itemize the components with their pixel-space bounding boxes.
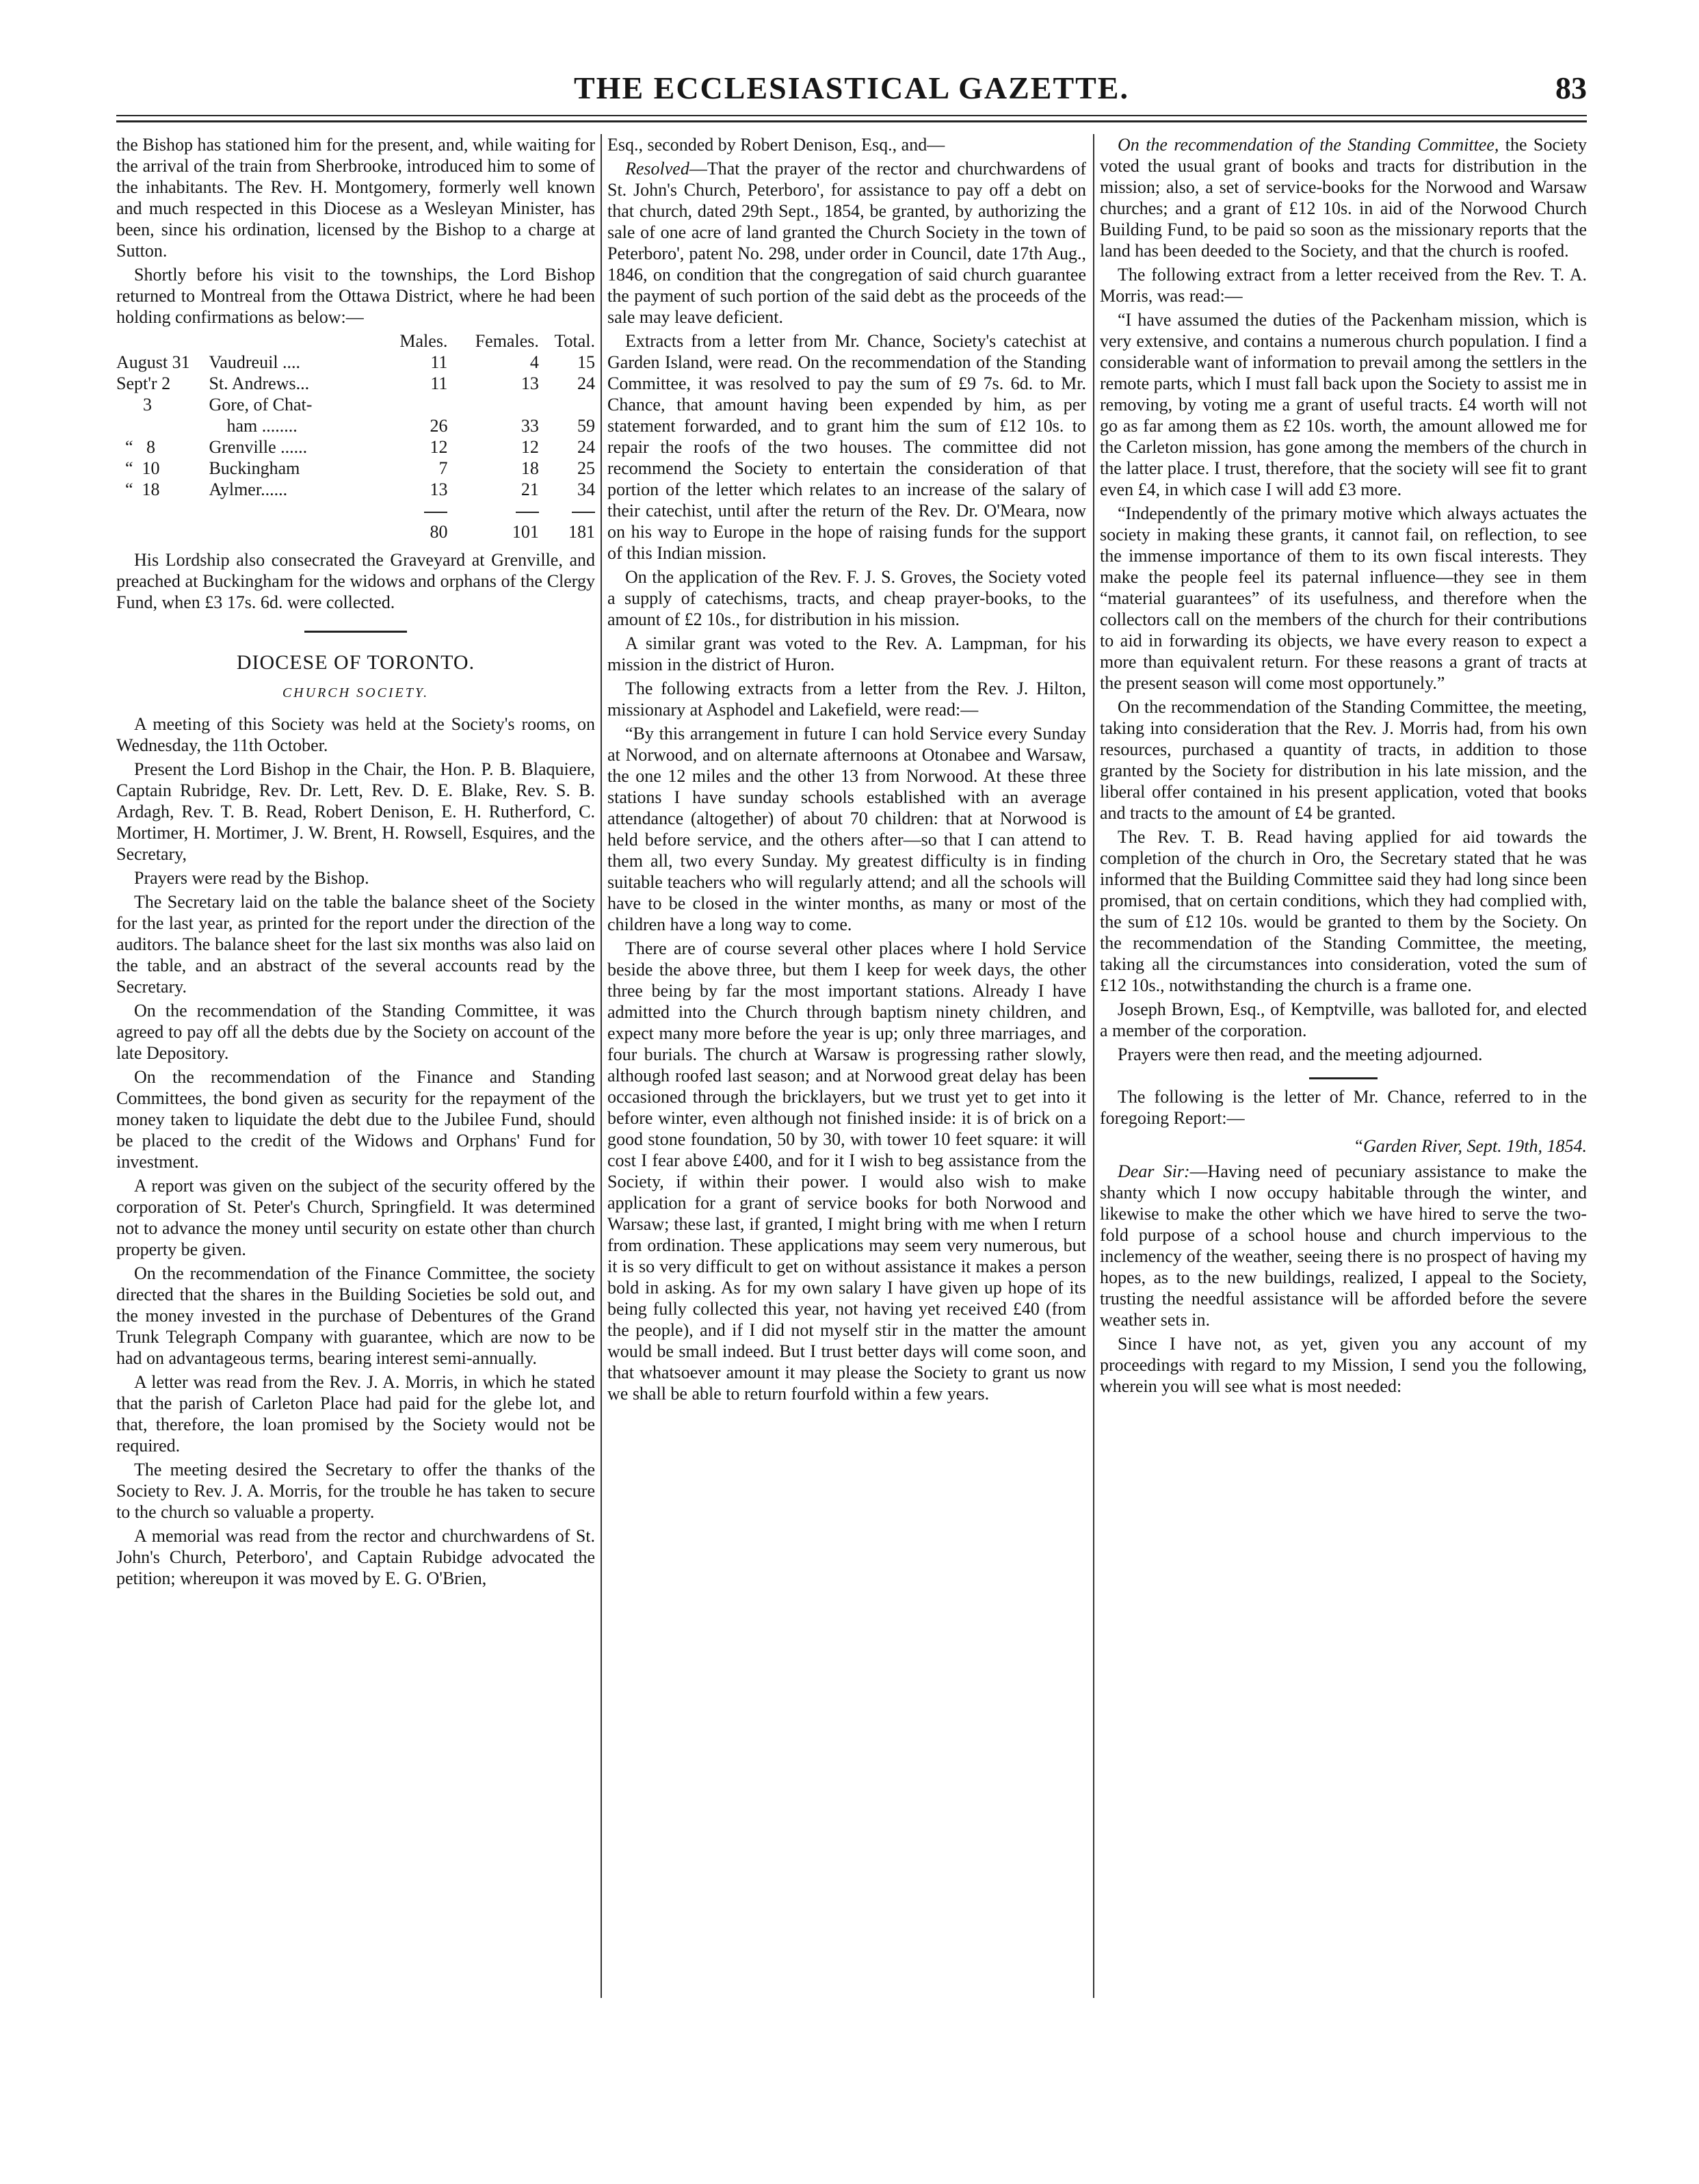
paragraph: Joseph Brown, Esq., of Kemptville, was balloted for, and elected a member of the corporation. [1100, 999, 1587, 1040]
paragraph: On the recommendation of the Standing Committee, it was agreed to pay off all the debts due by the Society on account of the late Depository. [116, 1001, 595, 1063]
table-sum-rule [116, 500, 595, 521]
row-date: “ 8 [116, 437, 156, 457]
table-row [116, 352, 595, 373]
column-divider-1 [601, 134, 602, 1998]
total-females: 101 [512, 522, 539, 542]
paragraph: the Bishop has stationed him for the present, and, while waiting for the arrival of the train from Sherbrooke, introduced him to some of the inhabitants. The Rev. H. Montgomery, formerly well known and much respected in this Diocese as a Wesleyan Minister, has been, since his ordination, licensed by the Bishop to a charge at Sutton. [116, 135, 595, 261]
row-males: 7 [438, 458, 448, 478]
quoted-letter: “Independently of the primary motive which always actuates the society in making these grants, it cannot fail, on reflection, to see the immense importance of them to its own fiscal interests. They make the people feel its paternal influence—they see in them “material guarantees” of its usefulness, and therefore when the collectors call on the members of the church for their contributions to aid in forwarding its objects, we have every reason to expect a more than equivalent return. For these reasons a grant of tracts at the present season will come most opportunely.” [1100, 503, 1587, 693]
paragraph [1100, 134, 1587, 261]
section-heading: DIOCESE OF TORONTO. [236, 651, 475, 674]
row-date: August 31 [116, 352, 190, 372]
total-all: 181 [568, 522, 595, 542]
quoted-letter: “I have assumed the duties of the Packenham mission, which is very extensive, and contains a numerous church population. I find a considerable want of information to prevail among the settlers in the remote parts, which I must fall back upon the Society to assist me in removing, by voting me a grant of useful tracts. £4 worth will not go as far among them as £2 10s. worth, the amount allowed me for the Carleton mission, has gone among the members of the church in the latter place. I trust, therefore, that the society will see fit to grant even £4, in which case I will add £3 more. [1100, 310, 1587, 499]
table-header-row [116, 330, 595, 352]
resolved-lead: Resolved [625, 159, 689, 179]
row-females: 13 [521, 373, 539, 393]
table-row [116, 436, 595, 458]
italic-lead: On the recommendation of the Standing Committee, [1118, 135, 1499, 155]
resolution-paragraph [607, 158, 1086, 328]
row-total: 34 [577, 479, 595, 499]
table-row [116, 415, 595, 436]
section-separator [1309, 1077, 1378, 1079]
page-header [116, 70, 1587, 111]
paragraph: The following extracts from a letter from the Rev. J. Hilton, missionary at Asphodel and Lakefield, were read:— [607, 679, 1086, 720]
row-date: “ 18 [116, 479, 160, 499]
quoted-letter: There are of course several other places where I hold Service beside the above three, but them I keep for week days, the other three being by far the most important stations. Already I have admitted into the Church through baptism ninety children, and expect many more before the year is up; only three marriages, and four burials. The church at Warsaw is progressing rather slowly, although roofed last season; and at Norwood great delay has been occasioned through the bricklayers, but we trust yet to get into it before winter, even although not finished inside: it is of brick on a good stone foundation, 50 by 30, with tower 10 feet square: it will cost I fear above £400, and for it I wish to beg assistance from the Society, if within their power. I would also wish to make application for a grant of service books for both Norwood and Warsaw; these last, if granted, I might bring with me when I return from ordination. These applications may seem very numerous, but it is so very difficult to get on without assistance it makes a person bold in asking. As for my own salary I have given up hope of its being fully collected this year, not having yet received £40 (from the people), and if I did not myself stir in the matter the amount would be small indeed. But I trust better days will come soon, and that whatsoever amount it may please the Society to grant us now we shall be able to return fourfold within a few years. [607, 938, 1086, 1404]
row-total: 15 [577, 352, 595, 372]
row-males: 12 [430, 437, 448, 457]
paragraph: A similar grant was voted to the Rev. A. Lampman, for his mission in the district of Huron. [607, 633, 1086, 674]
paragraph: A letter was read from the Rev. J. A. Morris, in which he stated that the parish of Carleton Place had paid for the glebe lot, and that, therefore, the loan promised by the Society would not be required. [116, 1372, 595, 1456]
paragraph: Prayers were then read, and the meeting adjourned. [1118, 1044, 1483, 1064]
row-total: 25 [577, 458, 595, 478]
header-rule-thin [116, 115, 1587, 116]
letter-dateline: “Garden River, Sept. 19th, 1854. [1353, 1136, 1587, 1156]
column-3 [1100, 134, 1587, 1399]
paragraph: Prayers were read by the Bishop. [134, 868, 369, 888]
paragraph: On the recommendation of the Standing Committee, the meeting, taking into consideration that the Rev. J. Morris had, from his own resources, purchased a quantity of tracts, in addition to those granted by the Society for distribution in his late mission, and the liberal offer contained in his present application, voted that books and tracts to the amount of £4 be granted. [1100, 697, 1587, 823]
paragraph: On the recommendation of the Finance and Standing Committees, the bond given as security for the repayment of the money taken to liquidate the debt due to the Jubilee Fund, should be placed to the credit of the Widows and Orphans' Fund for investment. [116, 1067, 595, 1172]
row-males: 26 [430, 416, 448, 436]
resolution-text: —That the prayer of the rector and churchwardens of St. John's Church, Peterboro', for assistance to pay off a debt on that church, dated 29th Sept., 1854, be granted, by authorizing the sale of one acre of land granted the Church Society in the town of Peterboro', patent No. 298, under order in Council, date 17th Aug., 1846, on condition that the congregation of said church guarantee the payment of such portion of the said debt as the proceeds of the sale may leave deficient. [607, 159, 1086, 327]
row-place: Vaudreuil .... [209, 352, 301, 372]
row-males: 13 [430, 479, 448, 499]
sum-rule [424, 512, 447, 513]
salutation: Dear Sir: [1118, 1161, 1190, 1181]
table-totals-row [116, 521, 595, 542]
paragraph: His Lordship also consecrated the Graveyard at Grenville, and preached at Buckingham for the widows and orphans of the Clergy Fund, when £3 17s. 6d. were collected. [116, 550, 595, 612]
paragraph-text: the Society voted the usual grant of books and tracts for distribution in the mission; also, a set of service-books for the Norwood and Warsaw churches; and a grant of £12 10s. in aid of the Norwood Church Building Fund, to be paid so soon as the missionary reports that the land has been deeded to the Society, and that the church is roofed. [1100, 135, 1587, 261]
paragraph: The following is the letter of Mr. Chance, referred to in the foregoing Report:— [1100, 1087, 1587, 1128]
table-row [116, 373, 595, 394]
paragraph: Present the Lord Bishop in the Chair, the Hon. P. B. Blaquiere, Captain Rubridge, Rev. Dr. Lett, Rev. D. E. Blake, Rev. S. B. Ardagh, Rev. T. B. Read, Robert Denison, E. H. Rutherford, C. Mortimer, H. Mortimer, J. W. Brent, H. Rowsell, Esquires, and the Secretary, [116, 759, 595, 864]
section-separator [304, 631, 407, 633]
row-total: 24 [577, 437, 595, 457]
column-1 [116, 134, 595, 1592]
row-females: 21 [521, 479, 539, 499]
row-males: 11 [430, 373, 448, 393]
row-males: 11 [430, 352, 448, 372]
paragraph: On the application of the Rev. F. J. S. Groves, the Society voted a supply of catechisms, tracts, and cheap prayer-books, to the amount of £2 10s., for distribution in his mission. [607, 567, 1086, 629]
header-rule-thick [116, 120, 1587, 122]
letter-paragraph [1100, 1161, 1587, 1330]
page-number: 83 [1555, 70, 1587, 105]
paragraph: A meeting of this Society was held at the Society's rooms, on Wednesday, the 11th October. [116, 714, 595, 755]
publication-title: THE ECCLESIASTICAL GAZETTE. [574, 70, 1129, 105]
table-row [116, 394, 595, 415]
row-place: Aylmer...... [209, 479, 288, 499]
paragraph: A report was given on the subject of the security offered by the corporation of St. Peter's Church, Springfield. It was determined not to advance the money until security on estate other than church property be given. [116, 1176, 595, 1259]
column-divider-2 [1093, 134, 1094, 1998]
sum-rule [572, 512, 595, 513]
row-place: Grenville ...... [209, 437, 308, 457]
section-subheading: CHURCH SOCIETY. [282, 685, 430, 700]
row-date: “ 10 [116, 458, 160, 478]
paragraph: A memorial was read from the rector and churchwardens of St. John's Church, Peterboro', and Captain Rubidge advocated the petition; whereupon it was moved by E. G. O'Brien, [116, 1526, 595, 1588]
total-males: 80 [430, 522, 448, 542]
row-place: Gore, of Chat- [209, 395, 313, 415]
quoted-letter: “By this arrangement in future I can hold Service every Sunday at Norwood, and on alternate afternoons at Otonabee and Warsaw, the one 12 miles and the other 13 from Norwood. At these three stations I have sunday schools established with an average attendance (altogether) of about 70 children: that at Norwood is held before service, and the others after—so that I can attend to them all, two every Sunday. My greatest difficulty is in finding suitable teachers who will regularly attend; and all the schools will have to be closed in the winter months, as many or most of the children have a long way to come. [607, 724, 1086, 934]
column-header: Males. [399, 331, 448, 351]
letter-text: —Having need of pecuniary assistance to make the shanty which I now occupy habitable through the winter, and likewise to make the other which we have hired to serve the two-fold purpose of a school house and church impervious to the inclemency of the weather, seeing there is no prospect of having my hopes, as to the new buildings, realized, I appeal to the Society, trusting the needful assistance will be afforded before the severe weather sets in. [1100, 1161, 1587, 1330]
column-header: Total. [554, 331, 595, 351]
paragraph: The following extract from a letter received from the Rev. T. A. Morris, was read:— [1100, 265, 1587, 306]
paragraph: Esq., seconded by Robert Denison, Esq., and— [607, 135, 945, 155]
column-header: Females. [475, 331, 539, 351]
row-total: 24 [577, 373, 595, 393]
confirmations-table [116, 330, 595, 542]
paragraph: The meeting desired the Secretary to offer the thanks of the Society to Rev. J. A. Morris, for the trouble he has taken to secure to the church so valuable a property. [116, 1460, 595, 1522]
paragraph: Extracts from a letter from Mr. Chance, Society's catechist at Garden Island, were read. On the recommendation of the Standing Committee, it was resolved to pay the sum of £9 7s. 6d. to Mr. Chance, that amount having been expended by him, as per statement forwarded, and to grant him the sum of £12 10s. to repair the roofs of the two houses. The committee did not recommend the Society to entertain the consideration of that portion of the letter which relates to an increase of the salary of their catechist, until after the return of the Rev. Dr. O'Meara, now on his way to Europe in the hope of raising funds for the support of this Indian mission. [607, 331, 1086, 563]
row-date: Sept'r 2 [116, 373, 171, 393]
column-2 [607, 134, 1086, 1407]
row-place: ham ........ [209, 416, 298, 436]
row-date: 3 [116, 395, 152, 415]
paragraph: The Secretary laid on the table the balance sheet of the Society for the last year, as printed for the report under the direction of the auditors. The balance sheet for the last six months was also laid on the table, and an abstract of the several accounts read by the Secretary. [116, 892, 595, 997]
table-row [116, 458, 595, 479]
paragraph: On the recommendation of the Finance Committee, the society directed that the shares in the Building Societies be sold out, and the money invested in the purchase of Debentures of the Grand Trunk Telegraph Company with guarantee, which are now to be had on advantageous terms, bearing interest semi-annually. [116, 1263, 595, 1368]
sum-rule [516, 512, 539, 513]
table-row [116, 479, 595, 500]
row-females: 4 [529, 352, 539, 372]
paragraph: Shortly before his visit to the townships, the Lord Bishop returned to Montreal from the Ottawa District, where he had been holding confirmations as below:— [116, 265, 595, 327]
row-place: St. Andrews... [209, 373, 310, 393]
letter-paragraph: Since I have not, as yet, given you any account of my proceedings with regard to my Mission, I send you the following, wherein you will see what is most needed: [1100, 1334, 1587, 1396]
row-females: 18 [521, 458, 539, 478]
paragraph: The Rev. T. B. Read having applied for aid towards the completion of the church in Oro, the Secretary stated that he was informed that the Building Committee said they had long since been promised, that on certain conditions, which they had complied with, the sum of £12 10s. would be granted to them by the Society. On the recommendation of the Standing Committee, the meeting, taking all the circumstances into consideration, voted the sum of £12 10s., notwithstanding the church is a frame one. [1100, 827, 1587, 995]
row-place: Buckingham [209, 458, 300, 478]
row-females: 12 [521, 437, 539, 457]
row-total: 59 [577, 416, 595, 436]
row-females: 33 [521, 416, 539, 436]
